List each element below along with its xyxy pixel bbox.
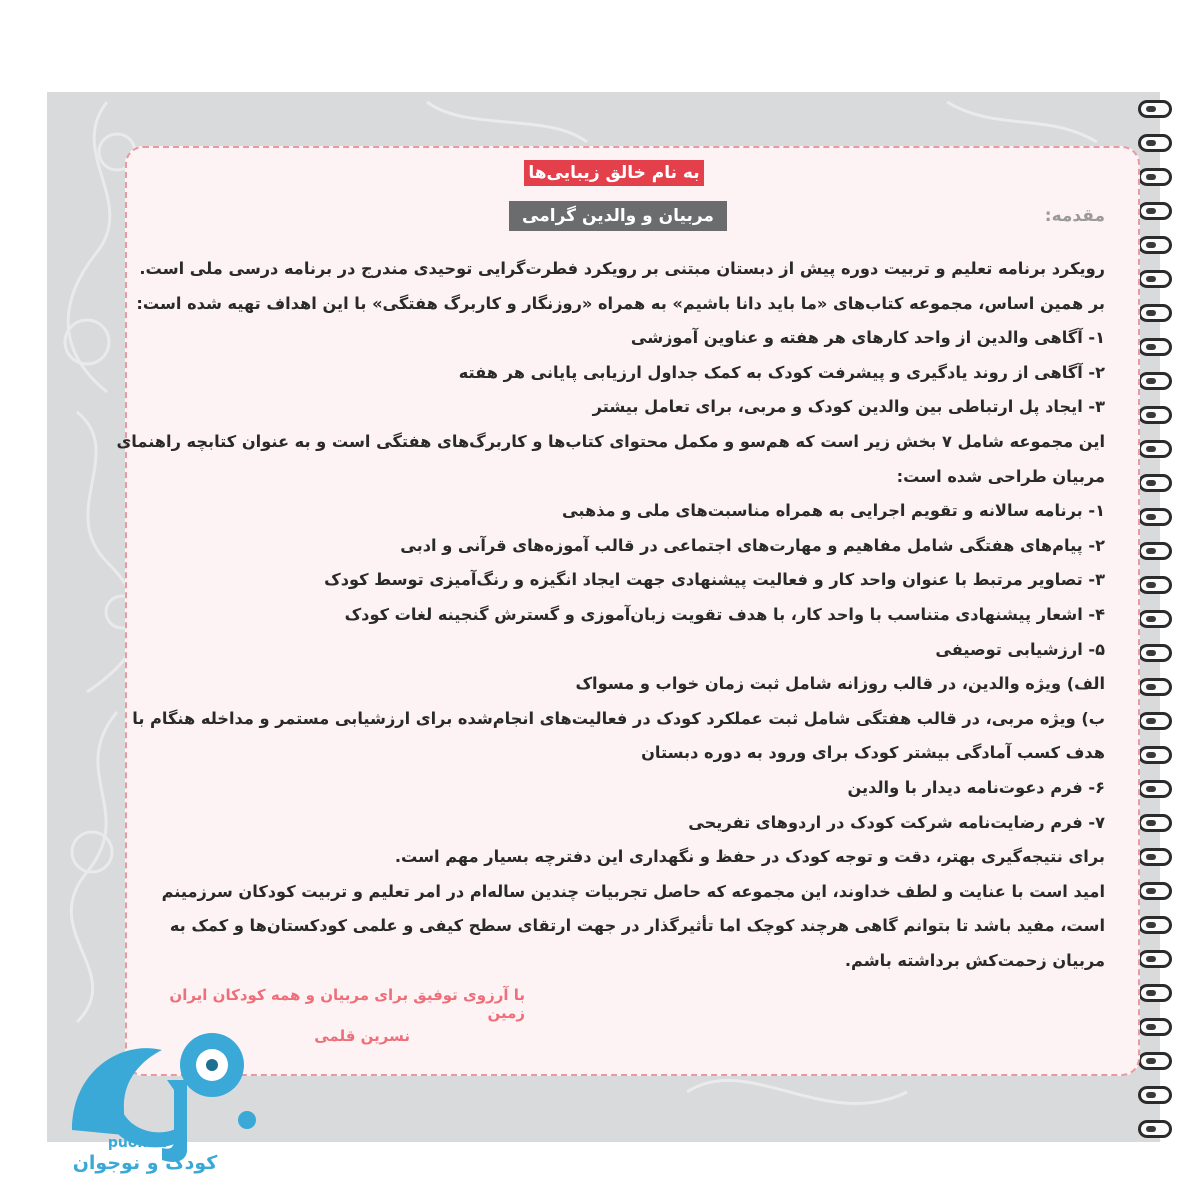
section-item: ۶- فرم دعوت‌نامه دیدار با والدین xyxy=(847,777,1105,797)
binding-ring xyxy=(1138,610,1172,628)
goal-item: ۳- ایجاد پل ارتباطی بین والدین کودک و مربی، برای تعامل بیشتر xyxy=(592,397,1105,417)
section-item: ۳- تصاویر مرتبط با عنوان واحد کار و فعالیت پیشنهادی جهت ایجاد انگیزه و رنگ‌آمیزی توسط کودک xyxy=(324,570,1105,590)
binding-ring xyxy=(1138,746,1172,764)
body-line: این مجموعه شامل ۷ بخش زیر است که هم‌سو و مکمل محتوای کتاب‌ها و کاربرگ‌های هفتگی است و به عنوان کتابچه راهنمای xyxy=(116,431,1105,451)
binding-ring xyxy=(1138,712,1172,730)
section-item: ۷- فرم رضایت‌نامه شرکت کودک در اردوهای تفریحی xyxy=(688,812,1105,832)
binding-ring xyxy=(1138,270,1172,288)
sub-item: ب) ویژه مربی، در قالب هفتگی شامل ثبت عملکرد کودک در فعالیت‌های انجام‌شده برای ارزشیابی مستمر و مداخله هنگام با xyxy=(132,708,1105,728)
binding-ring xyxy=(1138,236,1172,254)
binding-ring xyxy=(1138,134,1172,152)
spiral-binding xyxy=(1138,100,1178,1140)
binding-ring xyxy=(1138,1086,1172,1104)
binding-ring xyxy=(1138,508,1172,526)
binding-ring xyxy=(1138,168,1172,186)
binding-ring xyxy=(1138,576,1172,594)
binding-ring xyxy=(1138,1120,1172,1138)
binding-ring xyxy=(1138,678,1172,696)
intro-heading: مقدمه: xyxy=(1044,206,1105,226)
binding-ring xyxy=(1138,848,1172,866)
binding-ring xyxy=(1138,100,1172,118)
body-line: مربیان زحمت‌کش برداشته باشم. xyxy=(844,950,1105,970)
body-line: برای نتیجه‌گیری بهتر، دقت و توجه کودک در حفظ و نگهداری این دفترچه بسیار مهم است. xyxy=(394,847,1105,867)
binding-ring xyxy=(1138,542,1172,560)
section-item: ۱- برنامه سالانه و تقویم اجرایی به همراه مناسبت‌های ملی و مذهبی xyxy=(562,501,1105,521)
body-line: است، مفید باشد تا بتوانم گاهی هرچند کوچک اما تأثیرگذار در جهت ارتقای سطح کیفی و علمی کودکستان‌ها و کمک به xyxy=(169,916,1105,936)
page-title: به نام خالق زیبایی‌ها xyxy=(524,160,704,186)
logo-tagline: کودک و نوجوان xyxy=(72,1152,218,1174)
goal-item: ۲- آگاهی از روند یادگیری و پیشرفت کودک به کمک جداول ارزیابی پایانی هر هفته xyxy=(458,362,1105,382)
closing-wish: با آرزوی توفیق برای مربیان و همه کودکان ایران زمین xyxy=(169,986,525,1022)
binding-ring xyxy=(1138,814,1172,832)
binding-ring xyxy=(1138,882,1172,900)
binding-ring xyxy=(1138,984,1172,1002)
binding-ring xyxy=(1138,338,1172,356)
body-line: بر همین اساس، مجموعه کتاب‌های «ما باید دانا باشیم» به همراه «روزنگار و کاربرگ هفتگی» با این اهداف تهیه شده است: xyxy=(136,293,1105,313)
intro-body xyxy=(116,252,1105,978)
binding-ring xyxy=(1138,1052,1172,1070)
binding-ring xyxy=(1138,406,1172,424)
goal-item: ۱- آگاهی والدین از واحد کارهای هر هفته و عناوین آموزشی xyxy=(630,328,1105,348)
sub-item: هدف کسب آمادگی بیشتر کودک برای ورود به دوره دبستان xyxy=(641,743,1105,763)
section-item: ۲- پیام‌های هفتگی شامل مفاهیم و مهارت‌های اجتماعی در قالب آموزه‌های قرآنی و ادبی xyxy=(400,535,1105,555)
body-line: امید است با عنایت و لطف خداوند، این مجموعه که حاصل تجربیات چندین ساله‌ام در امر تعلیم و تربیت کودکان سرزمینم xyxy=(161,881,1105,901)
sub-item: الف) ویژه والدین، در قالب روزانه شامل ثبت زمان خواب و مسواک xyxy=(575,674,1105,694)
section-item: ۴- اشعار پیشنهادی متناسب با واحد کار، با هدف تقویت زبان‌آموزی و گسترش گنجینه لغات کودک xyxy=(344,604,1105,624)
section-item: ۵- ارزشیابی توصیفی xyxy=(935,639,1105,659)
body-line: رویکرد برنامه تعلیم و تربیت دوره پیش از دبستان مبتنی بر رویکرد فطرت‌گرایی توحیدی مندرج در برنامه درسی ملی است. xyxy=(139,259,1105,278)
binding-ring xyxy=(1138,440,1172,458)
binding-ring xyxy=(1138,780,1172,798)
binding-ring xyxy=(1138,950,1172,968)
logo-wordmark-latin: puonak xyxy=(107,1135,167,1151)
binding-ring xyxy=(1138,916,1172,934)
binding-ring xyxy=(1138,644,1172,662)
binding-ring xyxy=(1138,1018,1172,1036)
binding-ring xyxy=(1138,304,1172,322)
binding-ring xyxy=(1138,372,1172,390)
author-signature: نسرین قلمی xyxy=(314,1027,410,1045)
body-line: مربیان طراحی شده است: xyxy=(896,466,1105,486)
binding-ring xyxy=(1138,474,1172,492)
addressee-banner: مربیان و والدین گرامی xyxy=(509,201,727,231)
binding-ring xyxy=(1138,202,1172,220)
